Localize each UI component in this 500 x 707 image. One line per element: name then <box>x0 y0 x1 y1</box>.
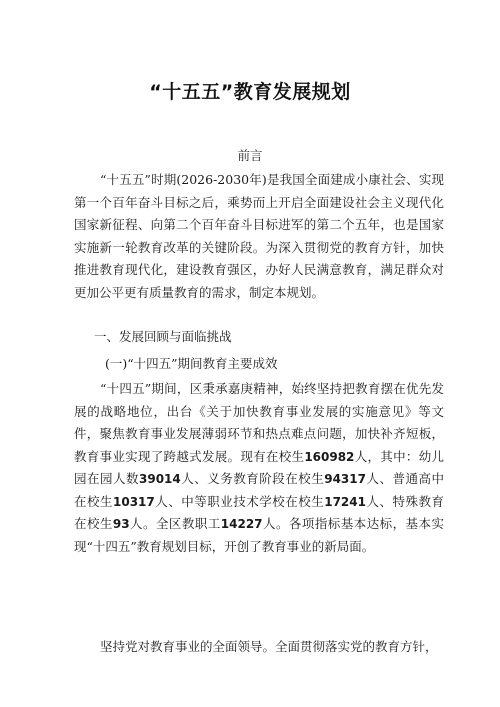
review-text-part-3: 人、义务教育阶段在校生 <box>180 471 325 486</box>
preface-heading: 前言 <box>237 148 263 163</box>
review-text-part-7: 人。全区教职工 <box>129 516 221 531</box>
intro-paragraph <box>74 169 444 304</box>
kindergarten-count: 39014 <box>139 472 181 486</box>
review-text-part-6: 人、特殊教育在校生 <box>74 493 444 531</box>
review-text-part-8: 人。各项指标基本达标，基本实现“十四五”教育规划目标，开创了教育事业的新局面。 <box>74 516 444 554</box>
subsection-heading: (一)“十四五”期间教育主要成效 <box>105 356 278 371</box>
review-text-part-5: 人、中等职业技术学校在校生 <box>154 493 325 509</box>
review-paragraph <box>74 378 444 558</box>
staff-count: 14227 <box>220 517 263 531</box>
vocational-school-count: 17241 <box>324 494 366 509</box>
special-education-count: 93 <box>112 517 130 531</box>
party-leadership-text: 坚持党对教育事业的全面领导。全面贯彻落实党的教育方针， <box>100 639 438 654</box>
review-text-part-4: 人、普通高中在校生 <box>74 471 444 509</box>
compulsory-education-count: 94317 <box>324 472 366 486</box>
document-title: “十五五”教育发展规划 <box>149 81 351 103</box>
section-heading: 一、发展回顾与面临挑战 <box>94 329 232 344</box>
review-text-part-2: 人，其中：幼儿园在园人数 <box>74 448 444 486</box>
intro-paragraph-text: “十五五”时期(2026-2030年)是我国全面建成小康社会、实现第一个百年奋斗目标之后，乘势而上开启全面建设社会主义现代化国家新征程、向第二个百年奋斗目标进军的第二个五年，也是国家实施新一轮教育改革的关键阶段。为深入贯彻党的教育方针，加快推进教育现代化，建设教育强区，办好人民满意教育，满足群众对更加公平更有质量教育的需求，制定本规划。 <box>74 172 444 300</box>
total-students-count: 160982 <box>304 449 355 464</box>
review-text-part-1: “十四五”期间，区秉承嘉庚精神，始终坚持把教育摆在优先发展的战略地位，出台《关于加快教育事业发展的实施意见》等文件，聚焦教育事业发展薄弱环节和热点难点问题，加快补齐短板，教育事业实现了跨越式发展。现有在校生 <box>74 381 444 464</box>
party-leadership-paragraph <box>74 636 444 659</box>
high-school-count: 10317 <box>113 494 155 509</box>
